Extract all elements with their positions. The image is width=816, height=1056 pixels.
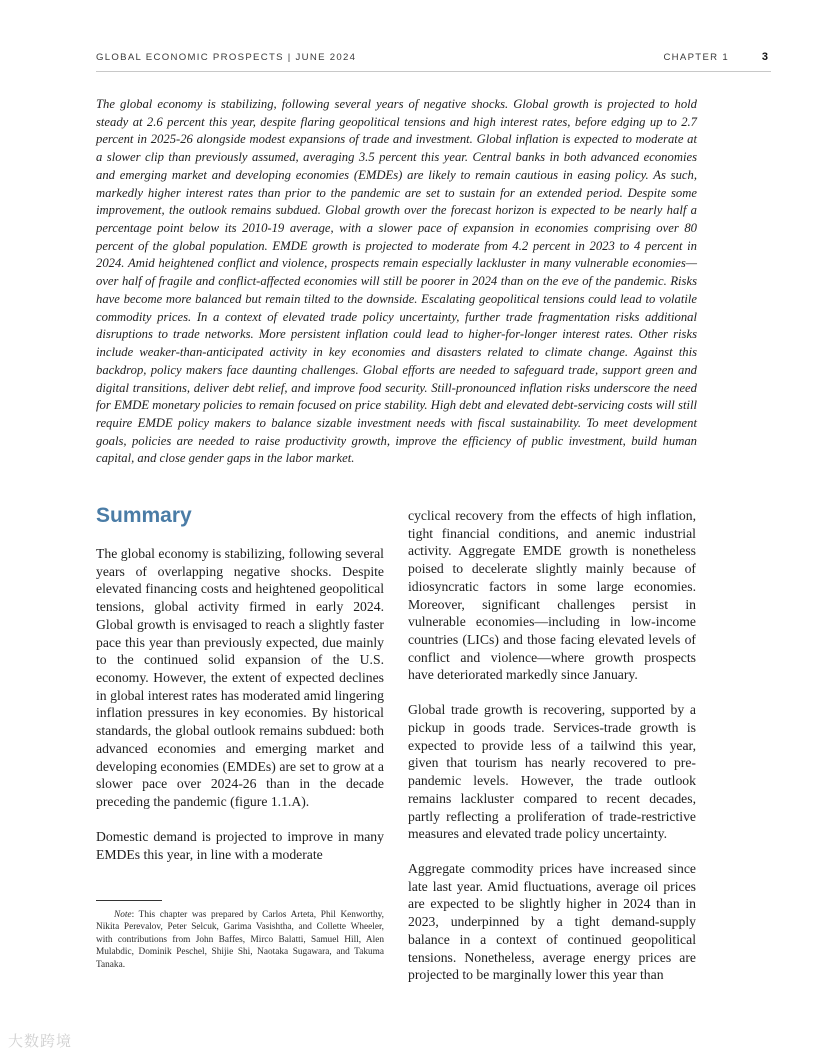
footnote-label: Note	[114, 910, 132, 920]
right-column	[408, 507, 696, 1001]
chapter-label: CHAPTER 1	[663, 52, 729, 63]
page-number: 3	[761, 51, 768, 63]
summary-heading: Summary	[96, 504, 192, 527]
summary-paragraph-2: Domestic demand is projected to improve in many EMDEs this year, in line with a moderate	[96, 828, 384, 862]
summary-paragraph-3: cyclical recovery from the effects of high inflation, tight financial conditions, and anemic industrial activity. Aggregate EMDE growth is nonetheless poised to decelerate slightly mainly because of idiosyncratic factors in some large economies. Moreover, significant challenges persist in vulnerable economies—including in low-income countries (LICs) and those facing elevated levels of conflict and violence—where growth prospects have deteriorated markedly since January.	[408, 508, 696, 683]
footnote-text: : This chapter was prepared by Carlos Arteta, Phil Kenworthy, Nikita Perevalov, Peter Selcuk, Garima Vasishtha, and Collette Wheeler, with contributions from John Baffes, Mirco Balatti, Samuel Hill, Alen Mulabdic, Dominik Peschel, Shijie Shi, Naotaka Sugawara, and Takuma Tanaka.	[96, 910, 384, 970]
footnote	[96, 909, 384, 971]
footnote-divider	[96, 900, 162, 901]
watermark-text: 大数跨境	[8, 1032, 73, 1050]
summary-paragraph-5: Aggregate commodity prices have increased since late last year. Amid fluctuations, average oil prices are expected to be slightly higher in 2024 than in 2023, underpinned by a tight demand-supply balance in a context of continued geopolitical tensions. Nonetheless, average energy prices are projected to be marginally lower this year than	[408, 860, 696, 983]
chapter-abstract: The global economy is stabilizing, following several years of negative shocks. Global growth is projected to hold steady at 2.6 percent this year, despite flaring geopolitical tensions and high interest rates, before edging up to 2.7 percent in 2025-26 alongside modest expansions of trade and investment. Global inflation is expected to moderate at a slower clip than previously assumed, averaging 3.5 percent this year. Central banks in both advanced economies and emerging market and developing economies (EMDEs) are likely to remain cautious in easing policy. As such, markedly higher interest rates than prior to the pandemic are set to sustain for an extended period. Despite some improvement, the outlook remains subdued. Global growth over the forecast horizon is expected to be nearly half a percentage point below its 2010-19 average, with a slower pace of expansion in economies comprising over 80 percent of the global population. EMDE growth is projected to moderate from 4.2 percent in 2023 to 4 percent in 2024. Amid heightened conflict and violence, prospects remain especially lackluster in many vulnerable economies—over half of fragile and conflict-affected economies will still be poorer in 2024 than on the eve of the pandemic. Risks have become more balanced but remain tilted to the downside. Escalating geopolitical tensions could lead to volatile commodity prices. In a context of elevated trade policy uncertainty, further trade fragmentation risks additional disruptions to trade networks. More persistent inflation could lead to higher-for-longer interest rates. Other risks include weaker-than-anticipated activity in key economies and disasters related to climate change. Against this backdrop, policy makers face daunting challenges. Global efforts are needed to safeguard trade, support green and digital transitions, deliver debt relief, and improve food security. Still-pronounced inflation risks underscore the need for EMDE monetary policies to remain focused on price stability. High debt and elevated debt-servicing costs will still require EMDE policy makers to balance sizable investment needs with fiscal sustainability. To meet development goals, policies are needed to raise productivity growth, improve the efficiency of public investment, build human capital, and close gender gaps in the labor market.	[96, 97, 697, 466]
summary-paragraph-1: The global economy is stabilizing, following several years of overlapping negative shocks. Despite elevated financing costs and heightened geopolitical tensions, global activity firmed in early 2024. Global growth is envisaged to reach a slightly faster pace this year than previously expected, due mainly to the continued solid expansion of the U.S. economy. However, the extent of expected declines in global interest rates has moderated amid lingering inflation pressures in key economies. By historical standards, the global outlook remains subdued: both advanced economies and emerging market and developing economies (EMDEs) are set to grow at a slower pace over 2024-26 than in the decade preceding the pandemic (figure 1.1.A).	[96, 546, 384, 810]
summary-paragraph-4: Global trade growth is recovering, supported by a pickup in goods trade. Services-trade growth is expected to provide less of a tailwind this year, given that tourism has nearly recovered to pre-pandemic levels. However, the trade outlook remains lackluster compared to recent decades, partly reflecting a proliferation of trade-restrictive measures and elevated trade policy uncertainty.	[408, 702, 696, 842]
watermark-logo	[8, 1030, 72, 1051]
publication-title: GLOBAL ECONOMIC PROSPECTS | JUNE 2024	[96, 52, 357, 63]
running-header	[96, 52, 771, 72]
left-column	[96, 545, 384, 880]
